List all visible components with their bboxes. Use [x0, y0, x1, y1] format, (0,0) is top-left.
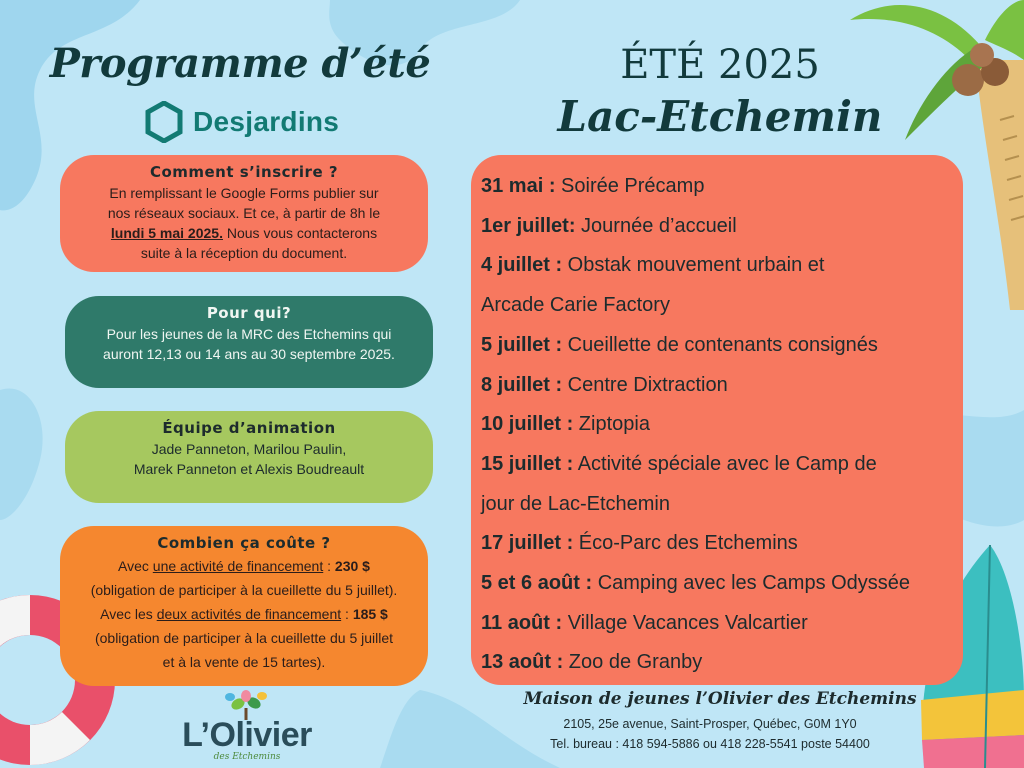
schedule-activity: Zoo de Granby	[563, 651, 703, 674]
location-title: Lac-Etchemin	[557, 92, 883, 141]
equipe-card	[65, 411, 433, 503]
schedule-activity: Soirée Précamp	[555, 175, 705, 197]
schedule-item	[481, 167, 953, 207]
water-swirl-left	[0, 388, 43, 520]
cout-price-1: 230 $	[334, 558, 370, 574]
inscription-date: lundi 5 mai 2025.	[110, 225, 223, 241]
schedule-item	[481, 366, 953, 406]
schedule-date: 5 et 6 août :	[481, 572, 593, 595]
program-title: Programme d’été	[49, 40, 431, 87]
schedule-item	[481, 564, 953, 604]
cout-price-2: 185 $	[352, 606, 388, 622]
schedule-date: 13 août :	[481, 651, 564, 674]
organization-phone: Tel. bureau : 418 594-5886 ou 418 228-5541 poste 54400	[550, 737, 870, 751]
schedule-activity: Cueillette de contenants consignés	[562, 333, 878, 356]
organization-address: 2105, 25e avenue, Saint-Prosper, Québec, G0M 1Y0	[563, 717, 857, 731]
cout-line: et à la vente de 15 tartes).	[162, 654, 326, 670]
pour-qui-line: auront 12,13 ou 14 ans au 30 septembre 2025.	[103, 346, 395, 362]
schedule-date: 5 juillet :	[481, 333, 563, 356]
cout-option-2: deux activités de financement	[156, 606, 342, 622]
schedule-date: 4 juillet :	[481, 254, 563, 277]
cout-prefix: Avec	[118, 558, 153, 574]
equipe-line: Jade Panneton, Marilou Paulin,	[151, 441, 347, 457]
cout-text	[80, 554, 408, 674]
cout-line	[80, 602, 408, 626]
schedule-date: 15 juillet :	[481, 452, 574, 475]
schedule-date: 10 juillet :	[481, 413, 574, 436]
olivier-logo	[182, 690, 312, 766]
schedule-activity: Éco-Parc des Etchemins	[573, 532, 798, 555]
inscription-text	[80, 183, 408, 263]
desjardins-hexagon-icon	[145, 101, 183, 143]
pour-qui-title: Pour qui?	[206, 304, 292, 322]
equipe-text	[85, 439, 413, 479]
equipe-title: Équipe d’animation	[162, 419, 336, 437]
year-title: ÉTÉ 2025	[620, 42, 820, 88]
schedule-item	[481, 326, 953, 366]
cout-line: (obligation de participer à la cueillette du 5 juillet	[94, 630, 394, 646]
pour-qui-line: Pour les jeunes de la MRC des Etchemins qui	[106, 326, 392, 342]
schedule-item	[481, 207, 953, 247]
schedule-activity: Ziptopia	[573, 413, 650, 436]
schedule-panel	[471, 155, 963, 685]
schedule-date: 8 juillet :	[481, 373, 563, 396]
cout-line: (obligation de participer à la cueillette du 5 juillet).	[90, 582, 398, 598]
schedule-activity: Obstak mouvement urbain et	[562, 254, 825, 277]
schedule-activity: Village Vacances Valcartier	[562, 611, 808, 634]
inscription-line: En remplissant le Google Forms publier sur	[109, 185, 379, 201]
schedule-item	[481, 405, 953, 445]
cout-separator: :	[341, 606, 353, 622]
sponsor-name: Desjardins	[193, 106, 340, 137]
schedule-item	[481, 445, 953, 485]
inscription-card	[60, 155, 428, 272]
schedule-date: 1er juillet:	[481, 214, 576, 237]
schedule-activity: Activité spéciale avec le Camp de	[573, 452, 877, 475]
schedule-date: 11 août :	[481, 611, 563, 634]
schedule-item	[481, 643, 953, 683]
cout-separator: :	[323, 558, 335, 574]
schedule-date: 17 juillet :	[481, 532, 574, 555]
cout-prefix: Avec les	[100, 606, 157, 622]
schedule-activity: Journée d’accueil	[575, 214, 737, 237]
schedule-item	[481, 485, 953, 525]
pour-qui-card	[65, 296, 433, 388]
schedule-date: 31 mai :	[481, 175, 556, 197]
logo-name: L’Olivier	[182, 716, 312, 754]
inscription-line: nos réseaux sociaux. Et ce, à partir de 8h le	[107, 205, 381, 221]
schedule-item	[481, 286, 953, 326]
cout-card	[60, 526, 428, 686]
schedule-item	[481, 524, 953, 564]
equipe-line: Marek Panneton et Alexis Boudreault	[133, 461, 365, 477]
inscription-title: Comment s’inscrire ?	[149, 163, 339, 181]
logo-subtitle: des Etchemins	[213, 752, 281, 762]
inscription-line	[80, 223, 408, 243]
schedule-item	[481, 246, 953, 286]
organization-name: Maison de jeunes l’Olivier des Etchemins	[523, 689, 917, 709]
inscription-line-rest: Nous vous contacterons	[222, 225, 378, 241]
cout-line	[80, 554, 408, 578]
cout-option-1: une activité de financement	[152, 558, 324, 574]
cout-title: Combien ça coûte ?	[157, 534, 331, 552]
inscription-line: suite à la réception du document.	[140, 245, 348, 261]
schedule-activity: Camping avec les Camps Odyssée	[592, 572, 911, 595]
schedule-activity: Centre Dixtraction	[562, 373, 728, 396]
schedule-item	[481, 604, 953, 644]
sponsor-logo	[145, 100, 339, 144]
schedule-activity: Arcade Carie Factory	[481, 294, 670, 317]
pour-qui-text	[85, 324, 413, 364]
schedule-activity: jour de Lac-Etchemin	[481, 492, 670, 515]
